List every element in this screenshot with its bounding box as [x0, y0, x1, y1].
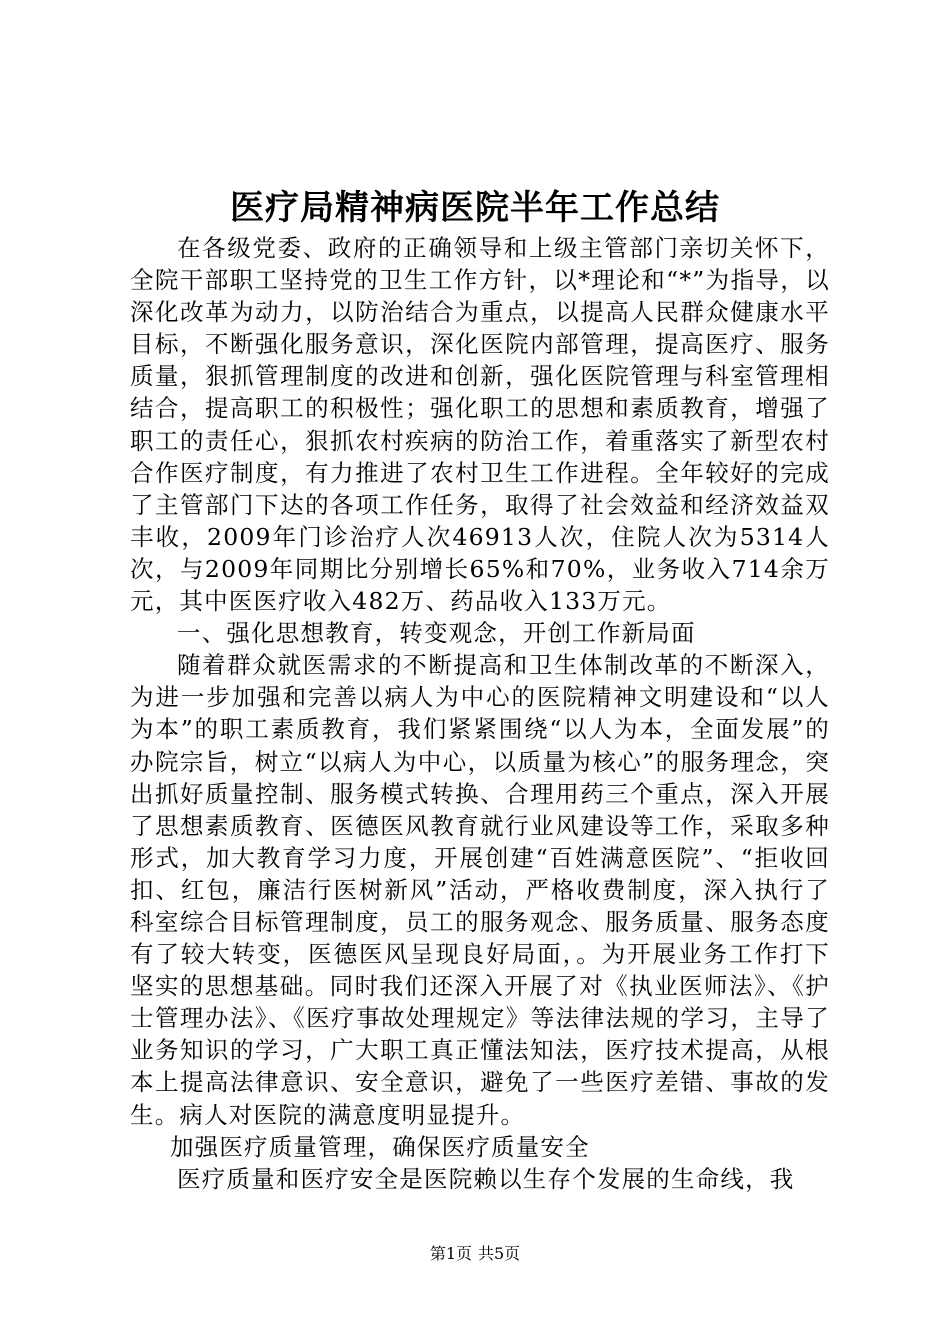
page-number: 第1页: [429, 1244, 472, 1263]
paragraph-section-2: 医疗质量和医疗安全是医院赖以生存个发展的生命线，我: [177, 1164, 795, 1193]
section-heading-1: 一、强化思想教育，转变观念，开创工作新局面: [177, 619, 696, 648]
paragraph-intro: 在各级党委、政府的正确领导和上级主管部门亲切关怀下，全院干部职工坚持党的卫生工作方针，以*理论和“*”为指导，以深化改革为动力，以防治结合为重点，以提高人民群众健康水平目标，不断强化服务意识，深化医院内部管理，提高医疗、服务质量，狠抓管理制度的改进和创新，强化医院管理与科室管理相结合，提高职工的积极性；强化职工的思想和素质教育，增强了职工的责任心，狠抓农村疾病的防治工作，着重落实了新型农村合作医疗制度，有力推进了农村卫生工作进程。全年较好的完成了主管部门下达的各项工作任务，取得了社会效益和经济效益双丰收，2009年门诊治疗人次46913人次，住院人次为5314人次，与2009年同期比分别增长65%和70%，业务收入714余万元，其中医医疗收入482万、药品收入133万元。: [130, 234, 830, 616]
document-body: [130, 232, 830, 1195]
page-footer: [0, 1242, 950, 1266]
section-heading-2: 加强医疗质量管理，确保医疗质量安全: [169, 1132, 590, 1161]
paragraph-section-1: 随着群众就医需求的不断提高和卫生体制改革的不断深入，为进一步加强和完善以病人为中心的医院精神文明建设和“以人为本”的职工素质教育，我们紧紧围绕“以人为本，全面发展”的办院宗旨，树立“以病人为中心，以质量为核心”的服务理念，突出抓好质量控制、服务模式转换、合理用药三个重点，深入开展了思想素质教育、医德医风教育就行业风建设等工作，采取多种形式，加大教育学习力度，开展创建“百姓满意医院”、“拒收回扣、红包，廉洁行医树新风”活动，严格收费制度，深入执行了科室综合目标管理制度，员工的服务观念、服务质量、服务态度有了较大转变，医德医风呈现良好局面，。为开展业务工作打下坚实的思想基础。同时我们还深入开展了对《执业医师法》、《护士管理办法》、《医疗事故处理规定》等法律法规的学习，主导了业务知识的学习，广大职工真正懂法知法，医疗技术提高，从根本上提高法律意识、安全意识，避免了一些医疗差错、事故的发生。病人对医院的满意度明显提升。: [130, 651, 830, 1129]
page-total: 共5页: [478, 1244, 521, 1263]
document-title: 医疗局精神病医院半年工作总结: [230, 188, 720, 228]
